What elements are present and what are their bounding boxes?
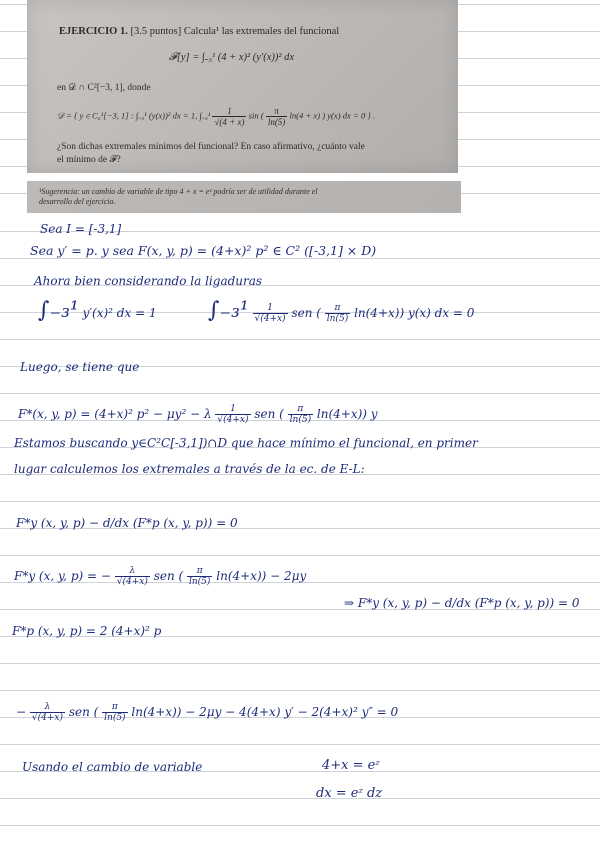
constraint-set: 𝒟 = { y ∈ C₀¹[−3, 1] : ∫₋₃¹ (y(x))² dx = 1, ∫₋₃¹ $\frac{1}{√(4 + x)}$ sin ( $\frac{\pi}{\ln(5)}$ ln(4 + x) ) y(x) dx = 0 } .: [57, 106, 376, 127]
note-line-augmented: F*(x, y, p) = (4+x)² p² − μy² − λ $\frac{1}{√(4+x)}$ sen ( $\frac{\pi}{\ln(5)}$ ln(4+x)) y: [18, 404, 378, 425]
exercise-heading: EJERCICIO 1.: [59, 26, 128, 37]
note-line-implies: ⇒ F*y (x, y, p) − d/dx (F*p (x, y, p)) = 0: [344, 596, 580, 610]
fraction-lambda-over-sqrt: $\frac{\lambda}{√(4+x)}$: [31, 702, 63, 723]
note-line-lagrangian: Sea y′ = p. y sea F(x, y, p) = (4+x)² p² ∈ C² ([-3,1] × D): [30, 243, 377, 258]
exercise-points: [3.5 puntos]: [130, 26, 182, 37]
note-line-luego: Luego, se tiene que: [20, 360, 140, 374]
note-line-constraints-intro: Ahora bien considerando la ligaduras: [34, 274, 263, 288]
note-line-substitution: 4+x = eᶻ: [322, 758, 380, 773]
footnote-line-1: ¹Sugerencia: un cambio de variable de tipo 4 + x = eᶻ podría ser de utilidad durante el: [39, 187, 318, 196]
fraction-pi-over-ln5: $\frac{\pi}{\ln(5)}$: [289, 404, 312, 425]
question-line-1: ¿Son dichas extremales mínimos del funcional? En caso afirmativo, ¿cuánto vale: [57, 142, 365, 152]
fraction-lambda-over-sqrt: $\frac{\lambda}{√(4+x)}$: [116, 566, 148, 587]
note-line-Fy: F*y (x, y, p) = − $\frac{\lambda}{√(4+x)}$ sen ( $\frac{\pi}{\ln(5)}$ ln(4+x)) − 2μy: [14, 566, 307, 587]
integral-symbol: ∫₋₃¹: [208, 298, 249, 323]
note-constraint-1: ∫₋₃¹ y′(x)² dx = 1: [38, 298, 157, 323]
constraint-sin: sin: [248, 110, 259, 121]
fraction-one-over-sqrt: $\frac{1}{√(4+x)}$: [254, 303, 286, 324]
constraint-pi-over-ln5: $\frac{\pi}{\ln(5)}$: [267, 106, 286, 127]
constraint-fraction: $\frac{1}{√(4 + x)}$: [214, 106, 245, 127]
question-line-2: el mínimo de 𝓕?: [57, 155, 121, 165]
note-line-cambio: Usando el cambio de variable: [22, 760, 203, 774]
fraction-pi-over-ln5: $\frac{\pi}{\ln(5)}$: [104, 702, 126, 723]
constraint-integral-2: ∫₋₃¹: [199, 110, 211, 121]
exercise-header: [59, 26, 339, 37]
integral-symbol: ∫₋₃¹: [38, 298, 79, 323]
note-line-buscando: Estamos buscando y∈C²C[-3,1])∩D que hace mínimo el funcional, en primer: [14, 436, 478, 450]
domain-intro: en 𝒟 ∩ C²[−3, 1], donde: [57, 83, 151, 93]
exercise-photo: [27, 0, 458, 173]
note-line-dx: dx = eᶻ dz: [316, 786, 383, 801]
note-line-ode: − $\frac{\lambda}{√(4+x)}$ sen ( $\frac{\pi}{\ln(5)}$ ln(4+x)) − 2μy − 4(4+x) y′ − 2(4+x)² y″ = 0: [16, 702, 399, 723]
footnote-photo: [27, 181, 461, 213]
constraint-set-lhs: 𝒟 = { y ∈ C₀¹[−3, 1] : ∫₋₃¹ (y(x))² dx = 1,: [57, 110, 198, 121]
fraction-pi-over-ln5: $\frac{\pi}{\ln(5)}$: [326, 303, 349, 324]
note-line-interval: Sea I = [-3,1]: [40, 222, 122, 236]
fraction-pi-over-ln5: $\frac{\pi}{\ln(5)}$: [189, 566, 211, 587]
note-line-Fp: F*p (x, y, p) = 2 (4+x)² p: [12, 624, 162, 638]
footnote-line-2: desarrollo del ejercicio.: [39, 197, 116, 206]
exercise-task: Calcula¹ las extremales del funcional: [183, 26, 340, 37]
fraction-one-over-sqrt: $\frac{1}{√(4+x)}$: [217, 404, 249, 425]
note-line-euler-lagrange: F*y (x, y, p) − d/dx (F*p (x, y, p)) = 0: [16, 516, 238, 530]
note-constraint-2: ∫₋₃¹ $\frac{1}{√(4+x)}$ sen ( $\frac{\pi}{\ln(5)}$ ln(4+x)) y(x) dx = 0: [208, 298, 475, 324]
functional-formula: 𝓕[y] = ∫₋₃¹ (4 + x)² (y′(x))² dx: [169, 52, 295, 63]
note-line-calculemos: lugar calculemos los extremales a través de la ec. de E-L:: [14, 462, 365, 476]
constraint-tail: ln(4 + x) ) y(x) dx = 0 } .: [289, 110, 376, 121]
